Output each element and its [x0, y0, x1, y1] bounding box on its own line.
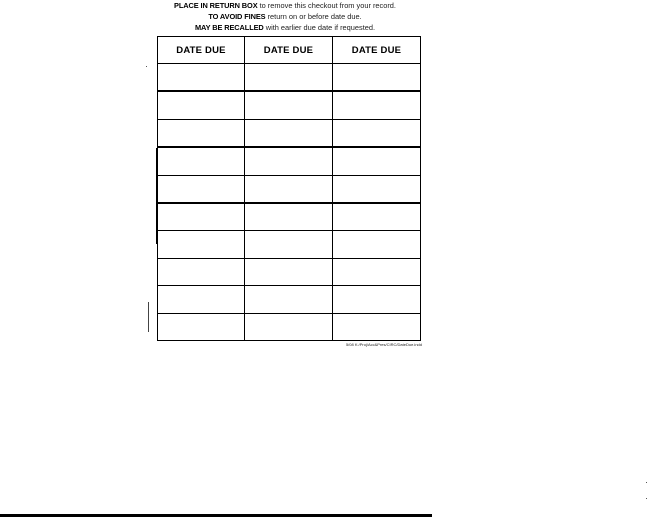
table-row: [158, 258, 421, 285]
date-due-cell: [333, 64, 421, 92]
date-due-cell: [158, 203, 245, 231]
date-due-cell: [158, 64, 245, 92]
notice-line-avoid-fines: [140, 11, 430, 22]
notice-text-return-box: to remove this checkout from your record.: [257, 1, 396, 10]
date-due-cell: [158, 313, 245, 340]
date-due-cell: [245, 258, 333, 285]
bottom-scan-edge: [0, 514, 432, 517]
table-row: [158, 64, 421, 92]
scan-mark-inner-1: [332, 36, 333, 176]
date-due-cell: [245, 231, 333, 258]
scan-mark-left-2: [148, 302, 149, 332]
date-due-cell: [333, 91, 421, 119]
date-due-header-3: DATE DUE: [333, 37, 421, 64]
date-due-cell: [245, 64, 333, 92]
notice-bold-recalled: MAY BE RECALLED: [194, 23, 264, 32]
table-row: [158, 286, 421, 313]
speck-1: [146, 66, 147, 67]
date-due-table: [157, 36, 421, 341]
header-row: [158, 37, 421, 64]
date-due-cell: [158, 175, 245, 203]
date-due-cell: [245, 147, 333, 175]
date-due-header-2: DATE DUE: [245, 37, 333, 64]
date-due-cell: [333, 203, 421, 231]
date-due-cell: [245, 286, 333, 313]
notice-text-avoid-fines: return on or before date due.: [265, 12, 362, 21]
date-due-rows: [158, 64, 421, 341]
notice-line-return-box: [140, 0, 430, 11]
date-due-cell: [245, 175, 333, 203]
date-due-cell: [333, 231, 421, 258]
scan-mark-left-1: [156, 148, 157, 244]
date-due-cell: [245, 203, 333, 231]
speck-2: [646, 482, 647, 483]
date-due-cell: [158, 119, 245, 147]
form-code: 5/08 K:/Proj/Acc&Pres/CIRC/DateDue.indd: [345, 342, 422, 347]
notice-line-recalled: [140, 22, 430, 33]
date-due-cell: [158, 231, 245, 258]
speck-3: [646, 498, 647, 499]
date-due-cell: [158, 91, 245, 119]
date-due-cell: [333, 258, 421, 285]
date-due-cell: [333, 313, 421, 340]
table-row: [158, 119, 421, 147]
table-row: [158, 175, 421, 203]
date-due-cell: [245, 313, 333, 340]
date-due-cell: [333, 286, 421, 313]
date-due-cell: [333, 119, 421, 147]
date-due-cell: [333, 147, 421, 175]
date-due-cell: [158, 147, 245, 175]
date-due-cell: [333, 175, 421, 203]
return-notice: [140, 0, 430, 33]
notice-bold-return-box: PLACE IN RETURN BOX: [174, 1, 258, 10]
date-due-cell: [245, 119, 333, 147]
table-row: [158, 147, 421, 175]
date-due-cell: [158, 286, 245, 313]
date-due-cell: [245, 91, 333, 119]
notice-bold-avoid-fines: TO AVOID FINES: [208, 12, 266, 21]
date-due-cell: [158, 258, 245, 285]
table-row: [158, 203, 421, 231]
notice-text-recalled: with earlier due date if requested.: [263, 23, 376, 32]
table-row: [158, 313, 421, 340]
date-due-header-1: DATE DUE: [158, 37, 245, 64]
table-row: [158, 231, 421, 258]
table-row: [158, 91, 421, 119]
